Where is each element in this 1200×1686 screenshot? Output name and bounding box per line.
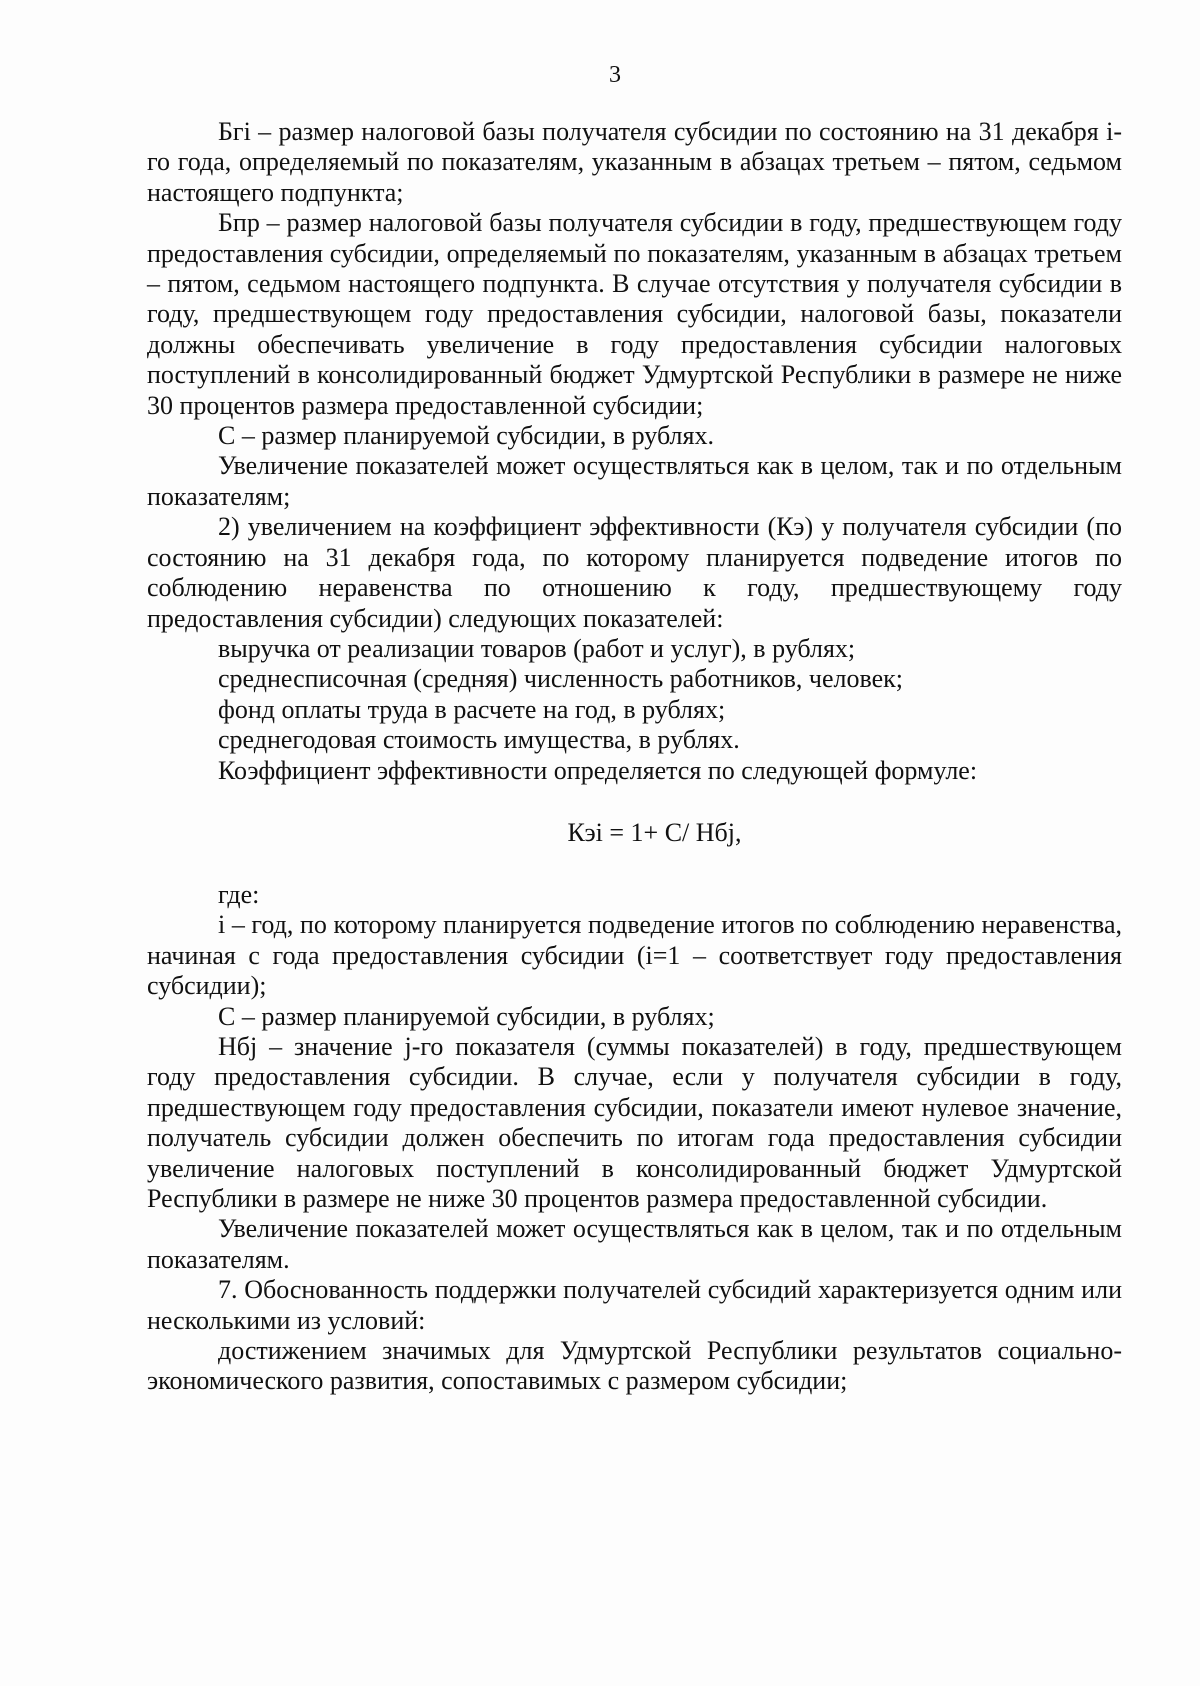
list-item-headcount: среднесписочная (средняя) численность работников, человек;: [218, 664, 904, 694]
document-body: [147, 117, 1122, 1397]
paragraph-nbj-definition: Нбj – значение j-го показателя (суммы показателей) в году, предшествующем году предоставления субсидии. В случае, если у получателя субсидии в году, предшествующем году предоставления субсидии, показатели имеют нулевое значение, получатель субсидии должен обеспечить по итогам года предоставления субсидии увеличение налоговых поступлений в консолидированный бюджет Удмуртской Республики в размере не ниже 30 процентов размера предоставленной субсидии.: [147, 1031, 1122, 1213]
paragraph-increase-note-2: Увеличение показателей может осуществляться как в целом, так и по отдельным показателям.: [147, 1214, 1122, 1274]
paragraph-increase-note: Увеличение показателей может осуществляться как в целом, так и по отдельным показателям;: [147, 451, 1122, 511]
paragraph-condition-results: достижением значимых для Удмуртской Республики результатов социально-экономического развития, сопоставимых с размером субсидии;: [147, 1336, 1122, 1396]
paragraph-formula-intro: Коэффициент эффективности определяется по следующей формуле:: [218, 755, 978, 785]
list-item-revenue: выручка от реализации товаров (работ и услуг), в рублях;: [218, 633, 856, 663]
paragraph-c-definition-2: С – размер планируемой субсидии, в рублях;: [218, 1001, 715, 1031]
paragraph-item-7: 7. Обоснованность поддержки получателей субсидий характеризуется одним или несколькими из условий:: [147, 1275, 1122, 1335]
paragraph-bpr-definition: Бпр – размер налоговой базы получателя субсидии в году, предшествующем году предоставления субсидии, определяемый по показателям, указанным в абзацах третьем – пятом, седьмом настоящего подпункта. В случае отсутствия у получателя субсидии в году, предшествующем году предоставления субсидии, налоговой базы, показатели должны обеспечивать увеличение в году предоставления субсидии налоговых поступлений в консолидированный бюджет Удмуртской Республики в размере не ниже 30 процентов размера предоставленной субсидии;: [147, 208, 1122, 420]
paragraph-c-definition: С – размер планируемой субсидии, в рублях.: [218, 421, 714, 451]
list-item-property-value: среднегодовая стоимость имущества, в рублях.: [218, 725, 740, 755]
paragraph-efficiency-coefficient: 2) увеличением на коэффициент эффективности (Кэ) у получателя субсидии (по состоянию на 31 декабря года, по которому планируется подведение итогов по соблюдению неравенства по отношению к году, предшествующему году предоставления субсидии) следующих показателей:: [147, 512, 1122, 633]
paragraph-i-definition: i – год, по которому планируется подведение итогов по соблюдению неравенства, начиная с года предоставления субсидии (i=1 – соответствует году предоставления субсидии);: [147, 910, 1122, 1001]
page-number: 3: [609, 62, 621, 88]
list-item-payroll: фонд оплаты труда в расчете на год, в рублях;: [218, 694, 726, 724]
paragraph-where: где:: [218, 879, 260, 909]
efficiency-formula: Кэi = 1+ С/ Нбj,: [567, 817, 742, 847]
paragraph-bgi-definition: Бгi – размер налоговой базы получателя субсидии по состоянию на 31 декабря i-го года, определяемый по показателям, указанным в абзацах третьем – пятом, седьмом настоящего подпункта;: [147, 117, 1122, 207]
